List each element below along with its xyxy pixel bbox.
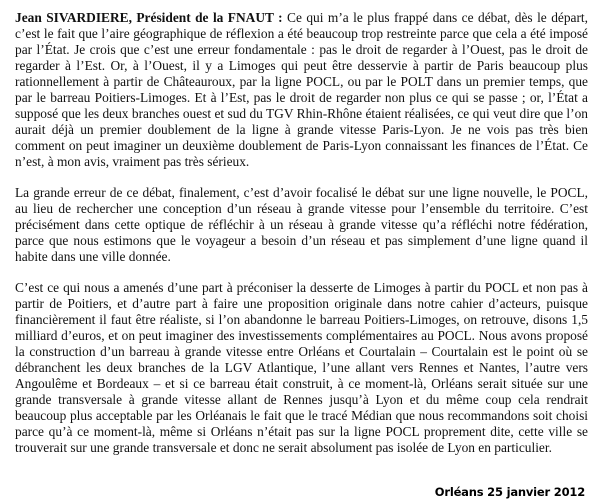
paragraph-2: La grande erreur de ce débat, finalement, c’est d’avoir focalisé le débat sur une ligne nouvelle, le POCL, au lieu de rechercher une conception d’un réseau à grande vitesse pour l’ensemble du territoire. C’est précisément dans cette optique de réfléchir à un réseau à grande vitesse qu’a réfléchi notre fédération, parce que nous estimons que le voyageur a besoin d’un réseau et pas simplement d’une ligne quand il habite dans une ville donnée.	[15, 185, 588, 264]
speaker-name: Jean SIVARDIERE, Président de la FNAUT :	[15, 10, 283, 25]
paragraph-1	[15, 10, 588, 170]
date-location-caption: Orléans 25 janvier 2012	[434, 485, 585, 499]
paragraph-3: C’est ce qui nous a amenés d’une part à préconiser la desserte de Limoges à partir du POCL et non pas à partir de Poitiers, et d’autre part à faire une proposition originale dans notre cahier d’acteurs, puisque financièrement il faut être réaliste, si l’on abandonne le barreau Poitiers-Limoges, on retrouve, disons 1,5 milliard d’euros, et on peut imaginer des investissements complémentaires au POCL. Nous avons proposé la construction d’un barreau à grande vitesse entre Orléans et Courtalain – Courtalain est le point où se débranchent les deux branches de la LGV Atlantique, l’une allant vers Rennes et Nantes, l’autre vers Angoulême et Bordeaux – et si ce barreau était construit, à ce moment-là, Orléans serait située sur une grande transversale à grande vitesse allant de Rennes jusqu’à Lyon et du même coup cela rendrait beaucoup plus acceptable par les Orléanais le fait que le tracé Médian que nous recommandons soit choisi parce qu’à ce moment-là, même si Orléans n’était pas sur la ligne POCL proprement dite, cette ville se trouverait sur une grande transversale et donc ne serait absolument pas isolée de Lyon en particulier.	[15, 280, 588, 455]
paragraph-1-text: Ce qui m’a le plus frappé dans ce débat, dès le départ, c’est le fait que l’aire géographique de réflexion a été beaucoup trop restreinte parce que cela a été imposé par l’État. Je crois que c’est une erreur fondamentale : pas le droit de regarder à l’Ouest, pas le droit de regarder à l’Est. Or, à l’Ouest, il y a Limoges qui peut être desservie à partir de Paris beaucoup plus rationnellement à partir de Châteauroux, par la ligne POCL, ou par le POLT dans un premier temps, que par le barreau Poitiers-Limoges. Et à l’Est, pas le droit de regarder non plus ce qui se passe ; or, l’État a supposé que les deux branches ouest et sud du TGV Rhin-Rhône étaient réalisées, ce qui veut dire que l’on aurait déjà un premier doublement de la ligne à grande vitesse Paris-Lyon. Je ne vois pas très bien comment on peut imaginer un deuxième doublement de Paris-Lyon connaissant les finances de l’État. Ce n’est, à mon avis, vraiment pas très sérieux.	[15, 10, 589, 169]
